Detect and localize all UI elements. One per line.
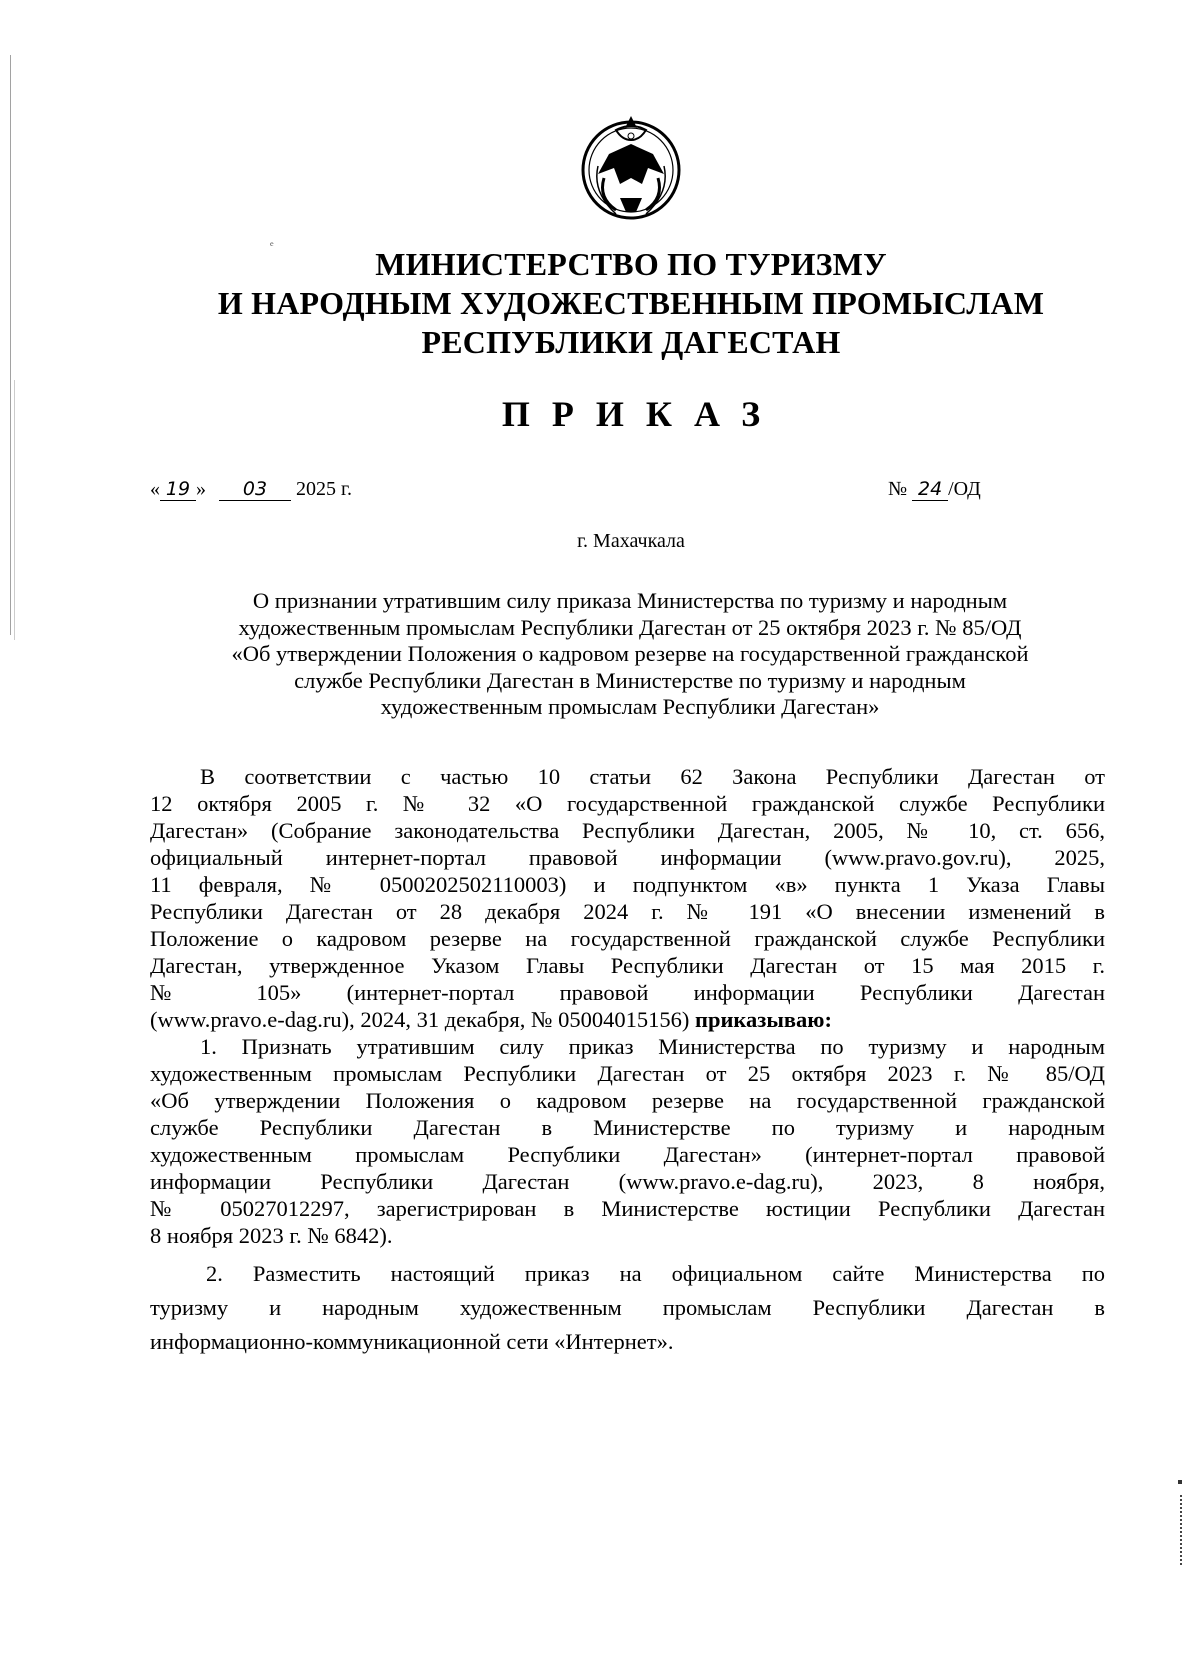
scan-artifact bbox=[1180, 1495, 1185, 1565]
scan-edge-line bbox=[14, 380, 15, 640]
ministry-name-line: МИНИСТЕРСТВО ПО ТУРИЗМУ bbox=[375, 246, 887, 282]
date-day: 19 bbox=[160, 478, 196, 501]
date-year: 2025 г. bbox=[296, 478, 352, 500]
order-date bbox=[150, 478, 352, 501]
item-1-line: художественным промыслам Республики Дагестан от 25 октября 2023 г. № 85/ОД bbox=[150, 1061, 1105, 1086]
item-2-line: туризму и народным художественным промыслам Республики Дагестан в bbox=[150, 1295, 1105, 1320]
subject-line: художественным промыслам Республики Дагестан» bbox=[380, 694, 880, 719]
quote-close: » bbox=[196, 478, 206, 500]
item-2-line: информационно-коммуникационной сети «Интернет». bbox=[150, 1329, 674, 1354]
document-type-title: ПРИКАЗ bbox=[501, 394, 783, 434]
preamble-line: Положение о кадровом резерве на государственной гражданской службе Республики bbox=[150, 926, 1105, 951]
item-1-line: «Об утверждении Положения о кадровом резерве на государственной гражданской bbox=[150, 1088, 1105, 1113]
date-month: 03 bbox=[219, 478, 291, 501]
item-1-line: 8 ноября 2023 г. № 6842). bbox=[150, 1223, 393, 1248]
preamble-line: Дагестан» (Собрание законодательства Республики Дагестан, 2005, № 10, ст. 656, bbox=[150, 818, 1105, 843]
ministry-name-line: И НАРОДНЫМ ХУДОЖЕСТВЕННЫМ ПРОМЫСЛАМ bbox=[217, 285, 1045, 321]
order-word: приказываю: bbox=[694, 1007, 832, 1032]
preamble-line: № 105» (интернет-портал правовой информации Республики Дагестан bbox=[150, 980, 1105, 1005]
subject-line: художественным промыслам Республики Дагестан от 25 октября 2023 г. № 85/ОД bbox=[238, 614, 1022, 640]
item-2-line: 2. Разместить настоящий приказ на официальном сайте Министерства по bbox=[206, 1261, 1105, 1286]
item-1-line: № 05027012297, зарегистрирован в Министерстве юстиции Республики Дагестан bbox=[150, 1196, 1105, 1221]
scan-artifact bbox=[1178, 1480, 1182, 1484]
number-suffix: /ОД bbox=[948, 478, 981, 500]
number-value: 24 bbox=[912, 478, 948, 501]
number-prefix: № bbox=[888, 478, 908, 500]
ministry-name bbox=[100, 245, 1162, 362]
preamble-line bbox=[150, 1006, 1105, 1033]
city-name: г. Махачкала bbox=[577, 530, 685, 552]
quote-open: « bbox=[150, 478, 160, 500]
item-1-line: информации Республики Дагестан (www.pravo.e-dag.ru), 2023, 8 ноября, bbox=[150, 1169, 1105, 1194]
scan-edge-line bbox=[10, 55, 11, 635]
preamble-line: официальный интернет-портал правовой информации (www.pravo.gov.ru), 2025, bbox=[150, 845, 1105, 870]
subject-line: «Об утверждении Положения о кадровом резерве на государственной гражданской bbox=[231, 641, 1029, 666]
preamble-line: Дагестан, утвержденное Указом Главы Республики Дагестан от 15 мая 2015 г. bbox=[150, 953, 1105, 978]
subject-line: службе Республики Дагестан в Министерстве по туризму и народным bbox=[294, 667, 966, 693]
ministry-name-line: РЕСПУБЛИКИ ДАГЕСТАН bbox=[421, 324, 841, 360]
item-1-line: службе Республики Дагестан в Министерстве по туризму и народным bbox=[150, 1115, 1105, 1140]
preamble-line: В соответствии с частью 10 статьи 62 Закона Республики Дагестан от bbox=[200, 764, 1105, 789]
preamble-line: 11 февраля, № 0500202502110003) и подпунктом «в» пункта 1 Указа Главы bbox=[150, 872, 1105, 897]
order-subject bbox=[150, 588, 1110, 721]
preamble-line: Республики Дагестан от 28 декабря 2024 г. № 191 «О внесении изменений в bbox=[150, 899, 1105, 924]
subject-line: О признании утратившим силу приказа Министерства по туризму и народным bbox=[252, 588, 1008, 613]
scan-artifact: ₑ bbox=[270, 234, 274, 249]
item-1-line: 1. Признать утратившим силу приказ Министерства по туризму и народным bbox=[200, 1034, 1105, 1059]
coat-of-arms-emblem bbox=[576, 108, 686, 228]
order-body bbox=[150, 763, 1105, 1359]
preamble-last-text: (www.pravo.e-dag.ru), 2024, 31 декабря, № 05004015156) bbox=[150, 1007, 690, 1032]
order-number bbox=[888, 478, 981, 501]
preamble-line: 12 октября 2005 г. № 32 «О государственной гражданской службе Республики bbox=[150, 791, 1105, 816]
item-1-line: художественным промыслам Республики Дагестан» (интернет-портал правовой bbox=[150, 1142, 1105, 1167]
